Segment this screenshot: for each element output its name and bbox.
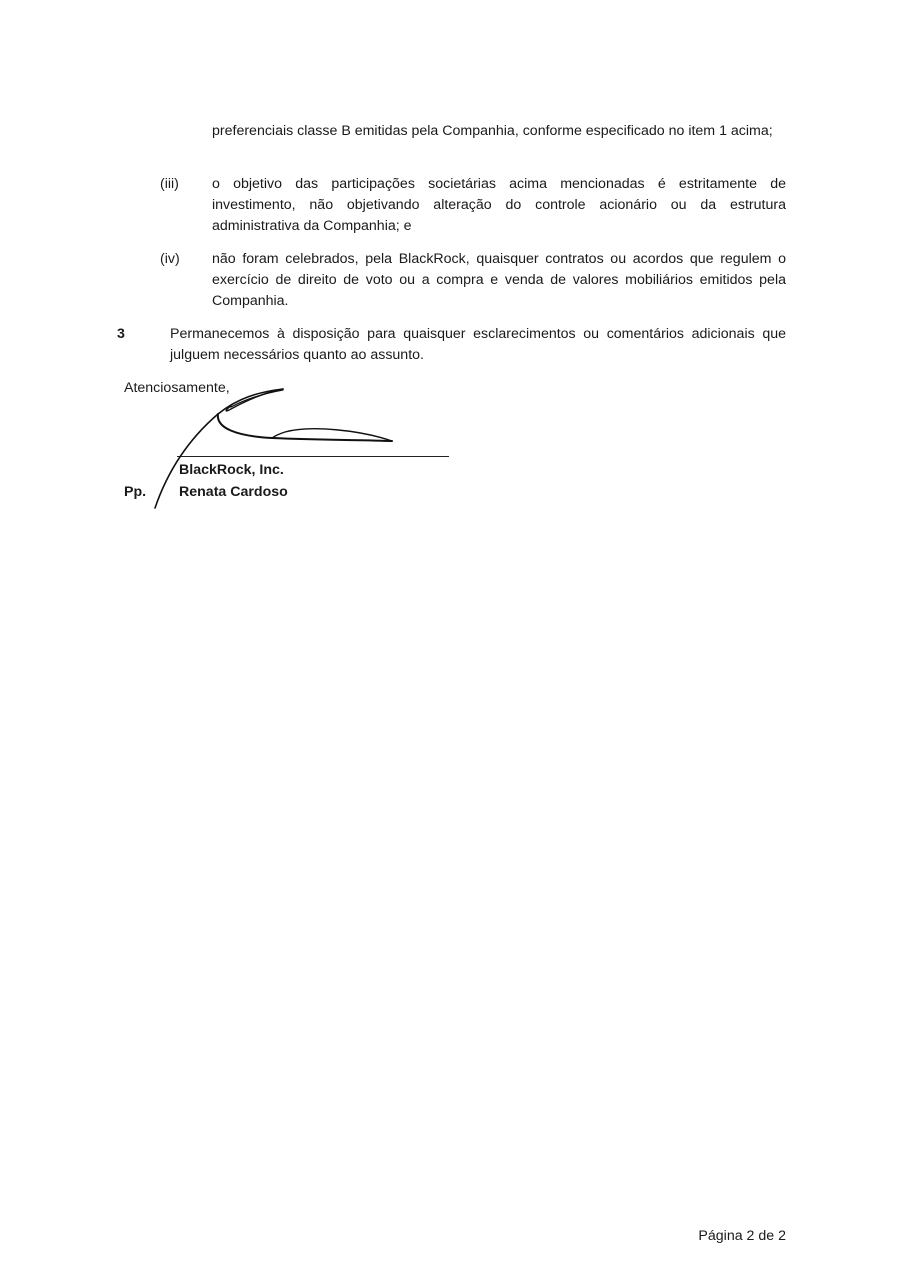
item-iv-text: não foram celebrados, pela BlackRock, quaisquer contratos ou acordos que regulem o exercício de direito de voto ou a compra e venda de valores mobiliários emitidos pela Companhia. [212, 251, 786, 309]
section-3-text: Permanecemos à disposição para quaisquer esclarecimentos ou comentários adicionais que julguem necessários quanto ao assunto. [170, 326, 786, 363]
signature-line [177, 456, 449, 457]
item-ii-continuation: preferenciais classe B emitidas pela Companhia, conforme especificado no item 1 acima; [212, 123, 773, 139]
company-name: BlackRock, Inc. [179, 462, 284, 478]
page-number: Página 2 de 2 [698, 1228, 786, 1244]
item-iii-marker: (iii) [160, 176, 179, 192]
item-iv-marker: (iv) [160, 251, 180, 267]
signer-name: Renata Cardoso [179, 484, 288, 500]
section-3-number: 3 [117, 326, 125, 342]
pp-label: Pp. [124, 484, 147, 500]
closing-salutation: Atenciosamente, [124, 380, 230, 396]
item-iii-text: o objetivo das participações societárias acima mencionadas é estritamente de investimento, não objetivando alteração do controle acionário ou da estrutura administrativa da Companhia; e [212, 176, 786, 234]
